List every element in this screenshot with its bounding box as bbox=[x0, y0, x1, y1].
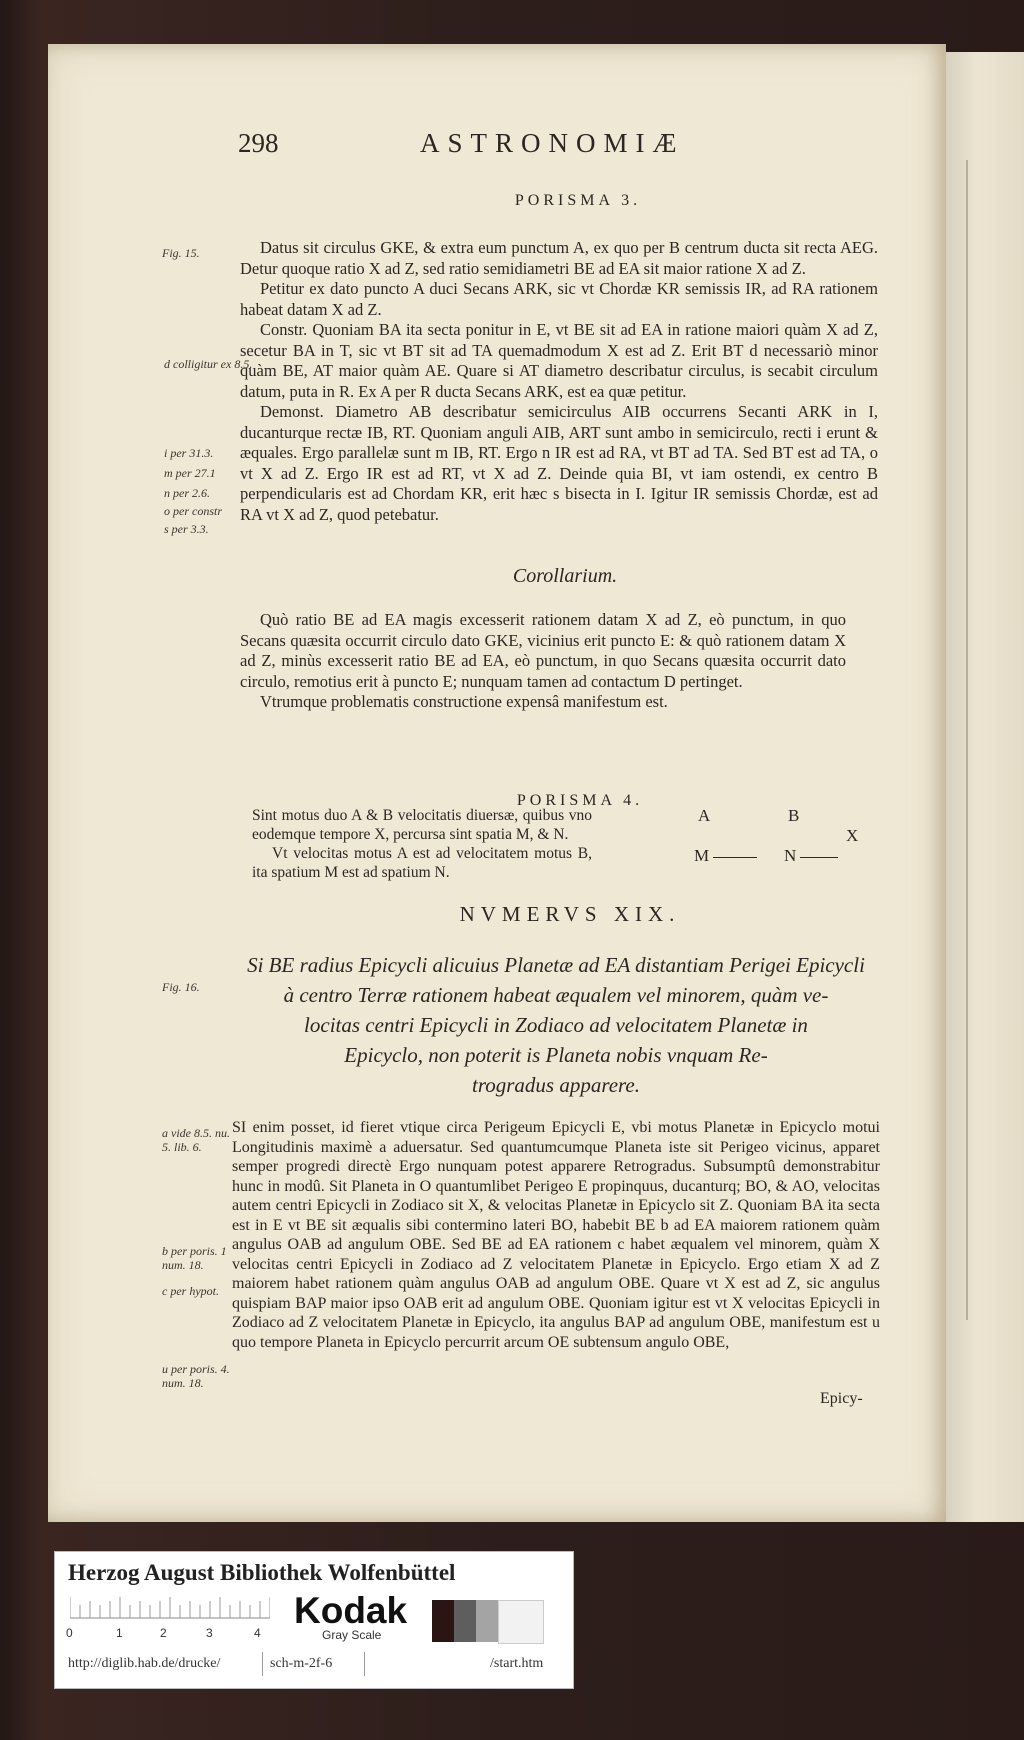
margin-note-d: d colligitur ex 8.5. bbox=[164, 357, 253, 371]
numerus-proposition bbox=[226, 950, 886, 1100]
ruler-digit-3: 3 bbox=[206, 1626, 213, 1640]
swatch-black bbox=[432, 1600, 454, 1642]
porisma-3-heading: PORISMA 3. bbox=[514, 192, 642, 209]
separator-2 bbox=[364, 1652, 365, 1676]
margin-note-i: i per 31.3. bbox=[164, 446, 214, 460]
corollarium-para-1: Quò ratio BE ad EA magis excesserit rationem datam X ad Z, eò punctum, in quo Secans quæsita occurrit circulo dato GKE, vicinius erit puncto E: & quò rationem datam X ad Z, minùs excesserit ratio BE ad EA, eò punctum, in quo Secans quæsita occurrit dato circulo, remotius erit à puncto E; nunquam tamen ad contactum D pertinget. bbox=[240, 610, 846, 691]
diagram-segment-n bbox=[784, 846, 842, 866]
proposition-line-1: Si BE radius Epicycli alicuius Planetæ ad EA distantiam Perigei Epicycli bbox=[247, 953, 865, 977]
ruler-digit-0: 0 bbox=[66, 1626, 73, 1640]
porisma-3-para-4: Demonst. Diametro AB describatur semicirculus AIB occurrens Secanti ARK in I, ducanturque rectæ IB, RT. Quoniam anguli AIB, ART sunt ambo in semicirculo, recti i erunt & æquales. Ergo parallelæ sunt m IB, RT. Ergo n IR est ad RA, vt BT ad TA. Sed BT est ad TA, o vt X ad Z. Ergo IR est ad RT, vt X ad Z. Deinde quia BI, vt iam ostendi, ex centro B perpendicularis est ad Chordam KR, erit hæc s bisecta in I. Igitur IR semissis Chordæ, est ad RA vt X ad Z, quod petebatur. bbox=[240, 402, 878, 524]
gutter-line bbox=[966, 160, 968, 1320]
porisma-3-body bbox=[240, 238, 878, 525]
segment-n-line bbox=[800, 857, 838, 858]
numerus-body: SI enim posset, id fieret vtique circa Perigeum Epicycli E, vbi motus Planetæ in Epicyclo motui Longitudinis maximè a aduersatur. Sed quantumcumque Planeta iste sit Perigeo vicinus, apparet semper progredi directè Ergo nunquam potest apparere Retrogradus. Subsumptû demonstrabitur hunc in modû. Sit Planeta in O quantumlibet Perigeo E propinquus, ducanturq; BO, & AO, velocitas autem centri Epicycli in Zodiaco sit X, & velocitas Planetæ in Epicyclo sit Z. Quoniam BA ita secta est in E vt BE sit æqualis sibi contermino lateri BO, habebit BE b ad EA maiorem rationem quàm angulus OAB ad angulum OBE. Sed BE ad EA rationem c habet æqualem vel minorem, quàm X velocitas centri Epicycli in Zodiaco ad Z velocitatem Planetæ in Epicyclo. Ergo etiam X ad Z maiorem habet rationem quàm angulus OAB ad angulum OBE. Quare vt X est ad Z, sic angulus quispiam BAP maior ipso OAB erit ad angulum OBE. Quoniam igitur est vt X velocitas Epicycli in Zodiaco ad Z velocitatem Planetæ in Epicyclo, ita angulus BAP ad angulum OBE, manifestum est u quo tempore Planeta in Epicyclo percurrit arcum OE subtensum angulo OBE, bbox=[232, 1119, 880, 1351]
swatch-mid-gray bbox=[476, 1600, 498, 1642]
margin-fig-16: Fig. 16. bbox=[162, 980, 200, 994]
corollarium-para-2: Vtrumque problematis constructione expensâ manifestum est. bbox=[260, 692, 668, 711]
kodak-logo: Kodak bbox=[294, 1590, 408, 1631]
swatch-white bbox=[498, 1600, 544, 1644]
url-text: http://diglib.hab.de/drucke/ bbox=[68, 1656, 221, 1671]
corollarium-heading: Corollarium. bbox=[512, 565, 618, 587]
diagram-label-x: X bbox=[846, 826, 859, 845]
diagram-segment-m bbox=[694, 846, 761, 866]
porisma-4-body bbox=[252, 802, 592, 882]
ruler-digit-2: 2 bbox=[160, 1626, 167, 1640]
margin-note-c: c per hypot. bbox=[162, 1284, 219, 1298]
diagram-label-n: N bbox=[784, 846, 797, 865]
porisma-3-para-3: Constr. Quoniam BA ita secta ponitur in E, vt BE sit ad EA in ratione maiori quàm X ad Z, secetur BA in T, sic vt BT sit ad TA quemadmodum X est ad Z. Erit BT d necessariò minor quàm BE, AT maior quàm AE. Quare si AT diametro describatur circulus, is secabit circulum datum, puta in R. Ex A per R ducta Secans ARK, est ea quæ petitur. bbox=[240, 320, 878, 401]
porisma-4-para-2: Vt velocitas motus A est ad velocitatem motus B, ita spatium M est ad spatium N. bbox=[252, 845, 592, 881]
margin-fig-15: Fig. 15. bbox=[162, 246, 200, 260]
facing-page-edge bbox=[946, 52, 1024, 1522]
porisma-4-heading: PORISMA 4. bbox=[516, 792, 644, 809]
library-name: Herzog August Bibliothek Wolfenbüttel bbox=[68, 1560, 456, 1585]
proposition-line-3: locitas centri Epicycli in Zodiaco ad velocitatem Planetæ in bbox=[304, 1013, 808, 1037]
segment-m-line bbox=[713, 857, 757, 858]
proposition-line-2: à centro Terræ rationem habeat æqualem vel minorem, quàm ve- bbox=[283, 983, 829, 1007]
porisma-4-para-1: Sint motus duo A & B velocitatis diuersæ, quibus vno eodemque tempore X, percursa sint spatia M, & N. bbox=[252, 807, 592, 843]
margin-note-m: m per 27.1 bbox=[164, 466, 216, 480]
porisma-3-para-1: Datus sit circulus GKE, & extra eum punctum A, ex quo per B centrum ducta sit recta AEG. Detur quoque ratio X ad Z, sed ratio semidiametri BE ad EA sit maior ratione X ad Z. bbox=[240, 238, 878, 278]
proposition-line-5: trogradus apparere. bbox=[472, 1073, 640, 1097]
margin-note-n: n per 2.6. bbox=[164, 486, 210, 500]
margin-note-b: b per poris. 1 num. 18. bbox=[162, 1244, 227, 1272]
swatch-dark-gray bbox=[454, 1600, 476, 1642]
page-number: 298 bbox=[238, 128, 279, 158]
shelfmark-text: sch-m-2f-6 bbox=[270, 1656, 333, 1671]
running-head: ASTRONOMIÆ bbox=[420, 128, 685, 158]
margin-note-u: u per poris. 4. num. 18. bbox=[162, 1362, 230, 1390]
numerus-heading: NVMERVS XIX. bbox=[459, 902, 681, 926]
catchword: Epicy- bbox=[820, 1390, 863, 1407]
diagram-label-b: B bbox=[788, 806, 800, 825]
proposition-line-4: Epicyclo, non poterit is Planeta nobis vnquam Re- bbox=[344, 1043, 768, 1067]
margin-note-a: a vide 8.5. nu. 5. lib. 6. bbox=[162, 1126, 230, 1154]
gray-scale-label: Gray Scale bbox=[322, 1628, 382, 1642]
ruler-ticks bbox=[70, 1597, 270, 1619]
ruler-digit-4: 4 bbox=[254, 1626, 261, 1640]
margin-note-s: s per 3.3. bbox=[164, 522, 209, 536]
margin-note-o: o per constr bbox=[164, 504, 222, 518]
diagram-label-m: M bbox=[694, 846, 710, 865]
separator-1 bbox=[262, 1652, 263, 1676]
corollarium-body bbox=[240, 610, 846, 713]
diagram-label-a: A bbox=[698, 806, 711, 825]
start-link[interactable]: /start.htm bbox=[490, 1656, 544, 1671]
ruler-digit-1: 1 bbox=[116, 1626, 123, 1640]
porisma-3-para-2: Petitur ex dato puncto A duci Secans ARK, sic vt Chordæ KR semissis IR, ad RA rationem habeat datam X ad Z. bbox=[240, 279, 878, 319]
